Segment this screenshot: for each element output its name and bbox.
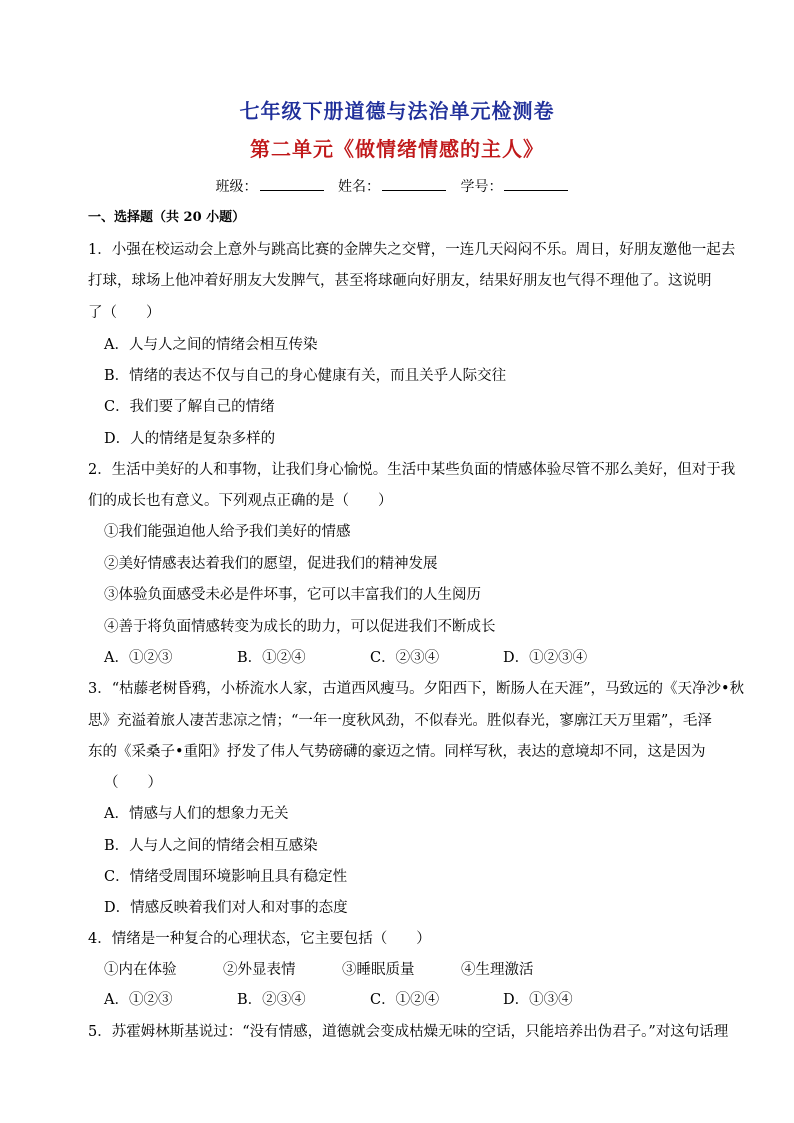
- question-4-line-1: 4．情绪是一种复合的心理状态，它主要包括（ ）: [88, 931, 431, 947]
- question-3-option-a: A．情感与人们的想象力无关: [104, 806, 289, 822]
- question-4-option-b: B．②③④: [237, 992, 306, 1008]
- class-label: 班级：: [215, 179, 258, 195]
- question-4-statement-4: ④生理激活: [461, 962, 534, 978]
- question-4-statement-3: ③睡眠质量: [342, 962, 415, 978]
- student-info: [0, 176, 794, 196]
- question-1-option-c: C．我们要了解自己的情绪: [104, 399, 275, 415]
- question-2-statement-2: ②美好情感表达着我们的愿望，促进我们的精神发展: [104, 556, 438, 572]
- question-3-option-d: D．情感反映着我们对人和对事的态度: [104, 900, 348, 916]
- question-3-line-2: 思》充溢着旅人凄苦悲凉之情；“一年一度秋风劲，不似春光。胜似春光，寥廓江天万里霜”，毛泽: [88, 713, 712, 729]
- question-1-option-b: B．情绪的表达不仅与自己的身心健康有关，而且关乎人际交往: [104, 368, 507, 384]
- question-2-line-1: 2．生活中美好的人和事物，让我们身心愉悦。生活中某些负面的情感体验尽管不那么美好，但对于我: [88, 462, 736, 478]
- name-blank[interactable]: [382, 178, 446, 191]
- id-blank[interactable]: [504, 178, 568, 191]
- question-1-option-d: D．人的情绪是复杂多样的: [104, 431, 276, 447]
- exam-subtitle: 第二单元《做情绪情感的主人》: [250, 137, 544, 161]
- exam-title: 七年级下册道德与法治单元检测卷: [239, 99, 555, 123]
- question-1-option-a: A．人与人之间的情绪会相互传染: [104, 337, 318, 353]
- question-4-statement-2: ②外显表情: [223, 962, 296, 978]
- question-4-option-a: A．①②③: [104, 992, 173, 1008]
- question-1-line-2: 打球，球场上他冲着好朋友大发脾气，甚至将球砸向好朋友，结果好朋友也气得不理他了。这说明: [88, 273, 712, 289]
- question-2-options: [104, 646, 744, 667]
- question-2-statement-4: ④善于将负面情感转变为成长的助力，可以促进我们不断成长: [104, 619, 496, 635]
- question-2-line-2: 们的成长也有意义。下列观点正确的是（ ）: [88, 493, 393, 509]
- question-3-line-4: （ ）: [104, 775, 162, 791]
- question-3-line-3: 东的《采桑子•重阳》抒发了伟人气势磅礴的豪迈之情。同样写秋，表达的意境却不同，这是因为: [88, 744, 706, 760]
- question-2-option-b: B．①②④: [237, 650, 306, 666]
- question-3-line-1: 3．“枯藤老树昏鸦，小桥流水人家，古道西风瘦马。夕阳西下，断肠人在天涯”，马致远的《天净沙•秋: [88, 681, 745, 697]
- question-2-option-c: C．②③④: [370, 650, 440, 666]
- question-3-option-c: C．情绪受周围环境影响且具有稳定性: [104, 869, 348, 885]
- question-5-line-1: 5．苏霍姆林斯基说过：“没有情感，道德就会变成枯燥无味的空话，只能培养出伪君子。”对这句话理: [88, 1024, 729, 1040]
- question-4-option-c: C．①②④: [370, 992, 440, 1008]
- question-4-options: [104, 988, 744, 1009]
- question-3-option-b: B．人与人之间的情绪会相互感染: [104, 838, 318, 854]
- question-2-statement-3: ③体验负面感受未必是件坏事，它可以丰富我们的人生阅历: [104, 587, 481, 603]
- question-2-statement-1: ①我们能强迫他人给予我们美好的情感: [104, 524, 351, 540]
- section-title: 一、选择题（共 20 小题）: [88, 210, 246, 225]
- question-2-option-d: D．①②③④: [503, 650, 588, 666]
- question-1-line-1: 1．小强在校运动会上意外与跳高比赛的金牌失之交臂，一连几天闷闷不乐。周日，好朋友邀他一起去: [88, 242, 736, 258]
- question-4-statement-1: ①内在体验: [104, 962, 177, 978]
- question-2-option-a: A．①②③: [104, 650, 173, 666]
- question-1-line-3: 了（ ）: [88, 305, 161, 321]
- class-blank[interactable]: [260, 178, 324, 191]
- id-label: 学号：: [460, 179, 503, 195]
- question-4-statements: [104, 958, 744, 979]
- name-label: 姓名：: [338, 179, 380, 195]
- question-4-option-d: D．①③④: [503, 992, 573, 1008]
